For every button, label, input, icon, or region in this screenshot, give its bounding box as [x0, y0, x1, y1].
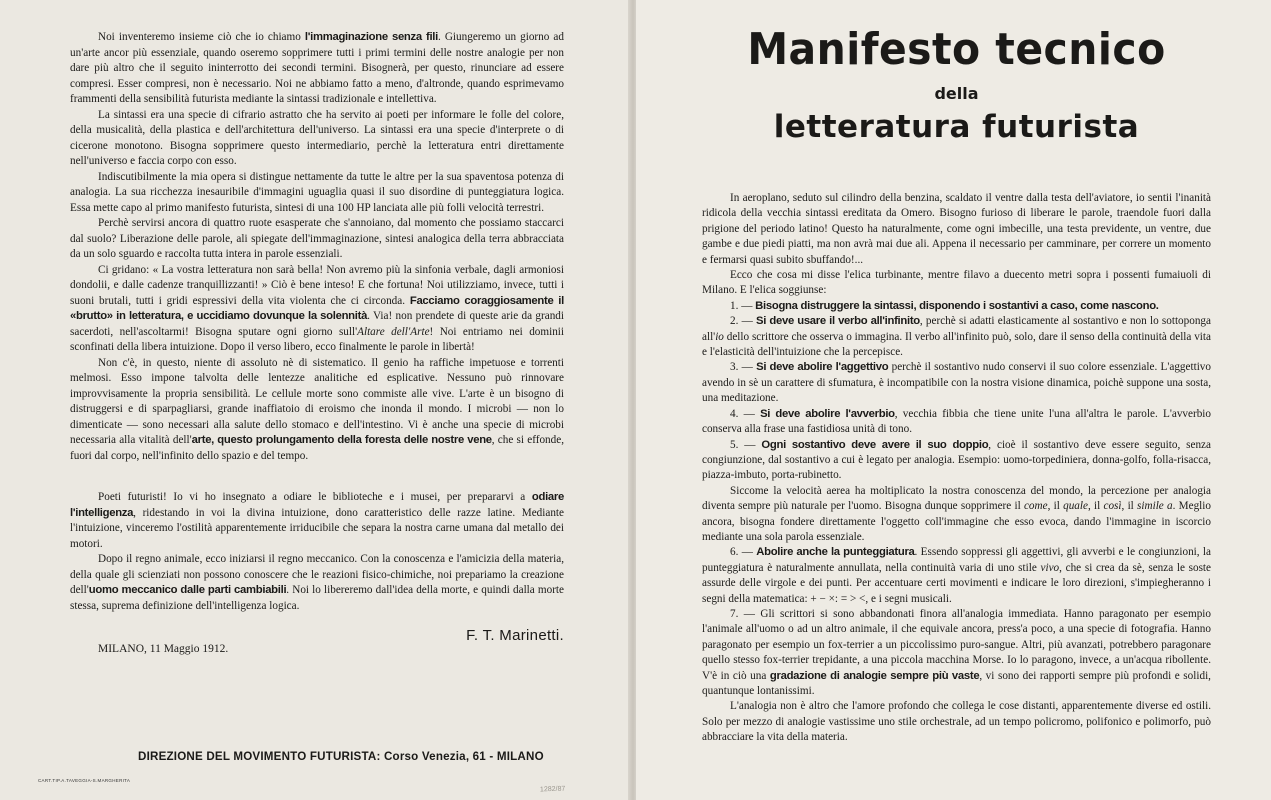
- text: , il: [1047, 500, 1064, 513]
- text: . Giungeremo un giorno ad un'arte ancor più essenziale, quando oseremo sopprimere tutti i primi termini delle nostre analogie per non dare più altro che il seguito ininterrotto dei secondi termini. Bisognerà, per questo, rinunciare ad essere compresi. Esser compresi, non è necessario. Noi ne abbiamo fatto a meno, d'altronde, quando esprimevamo frammenti della sensibilità futurista mediante la sintassi tradizionale e intellettiva.: [70, 31, 564, 105]
- emphasis: uomo meccanico dalle parti cambiabili: [88, 584, 287, 596]
- text: , che si crea da sè, senza le soste assurde delle virgole e dei punti. Per accentuare certi movimenti e indicare le loro direzioni, s'impiegheranno i segni della matematica: + − ×: = > <, e i segni musicali.: [702, 561, 1212, 605]
- text: , che si effonde, fuori dal corpo, nell'infinito dello spazio e del tempo.: [70, 434, 565, 462]
- text: , il: [1087, 500, 1104, 513]
- paragraph-2: La sintassi era una specie di cifrario astratto che ha servito ai poeti per informare le folle del colore, della musicalità, della plastica e dell'architettura dell'universo. La sintassi era una specie d'interprete o di cicerone monotono. Bisogna sopprimere questo intermediario, perchè la letteratura entri direttamente nell'universo e faccia corpo con esso.: [70, 108, 564, 167]
- rule-number: 1. —: [730, 299, 756, 312]
- emphasis: Ogni sostantivo deve avere il suo doppio: [761, 438, 989, 451]
- printer-credit: CART.TIP.A.TAVEGGIA-S.MARGHERITA: [38, 778, 131, 783]
- right-page: [636, 0, 1271, 800]
- paragraph-6: [70, 356, 564, 465]
- emphasis: Facciamo coraggiosamente il «brutto» in letteratura, e uccidiamo dovunque la solennità: [70, 294, 564, 322]
- emphasis: Si deve abolire l'aggettivo: [756, 361, 889, 374]
- text: Poeti futuristi! Io vi ho insegnato a odiare le biblioteche e i musei, per prepararvi a: [98, 491, 532, 503]
- emphasis: arte, questo prolungamento della foresta delle nostre vene: [191, 434, 492, 446]
- text: , il: [1121, 500, 1138, 513]
- text: Ci gridano: « La vostra letteratura non sarà bella! Non avremo più la sinfonia verbale, dagli armoniosi dondolii, e dalle cadenze tranquillizzanti! » Ciò è bene inteso! E che fortuna! Noi utilizziamo, invece, tutti i suoni brutali, tutti i gridi espressivi della vita violenta che ci circonda.: [70, 263, 564, 307]
- emphasis: gradazione di analogie sempre più vaste: [769, 669, 980, 682]
- text: Dopo il regno animale, ecco iniziarsi il regno meccanico. Con la conoscenza e l'amicizia della materia, della quale gli scienziati non possono conoscere che le reazioni fisico-chimiche, noi prepariamo la creazione dell': [70, 553, 564, 596]
- emphasis: Si deve usare il verbo all'infinito: [756, 315, 920, 328]
- rule-1: [702, 299, 1211, 314]
- paragraph-7: [70, 490, 564, 552]
- signature: F. T. Marinetti.: [466, 627, 564, 644]
- text: , perchè si adatti elasticamente al sostantivo e non lo sottoponga all': [702, 315, 1211, 343]
- text: , vi sono dei rapporti sempre più profondi e solidi, quantunque lontanissimi.: [702, 669, 1211, 697]
- rule-number: 4. —: [730, 407, 761, 420]
- emphasis: odiare l'intelligenza: [70, 491, 564, 519]
- rule-number: 3. —: [730, 361, 757, 374]
- italic-text: io: [715, 330, 724, 343]
- text: dello scrittore che osserva o immagina. Il verbo all'infinito può, solo, dare il senso della continuità della vita e l'elasticità dell'intuizione che la percepisce.: [702, 330, 1211, 359]
- right-body: [702, 191, 1211, 746]
- emphasis: Abolire anche la punteggiatura: [756, 546, 915, 559]
- paragraph-3: [702, 484, 1211, 546]
- paragraph-3: Indiscutibilmente la mia opera si distingue nettamente da tutte le altre per la sua spaventosa potenza di analogia. La sua ricchezza inesauribile d'immagini uguaglia quasi il suo disordine di punteggiatura logica. Essa mette capo al primo manifesto futurista, sintesi di una 100 HP lanciata alle più folli velocità terrestri.: [70, 170, 564, 214]
- rule-number: 5. —: [730, 438, 762, 451]
- text: . Noi lo libereremo dall'idea della morte, e quindi dalla morte stessa, suprema definizione dell'intelligenza logica.: [70, 584, 564, 612]
- movement-direction: DIREZIONE DEL MOVIMENTO FUTURISTA: Corso Venezia, 61 - MILANO: [138, 750, 544, 763]
- italic-text: Altare dell'Arte: [357, 325, 430, 338]
- text: . Meglio ancora, bisogna fondere direttamente l'oggetto coll'immagine che esso evoca, dando l'immagine in iscorcio mediante una sola parola essenziale.: [702, 500, 1211, 543]
- emphasis: Bisogna distruggere la sintassi, disponendo i sostantivi a caso, come nascono.: [755, 299, 1159, 312]
- text: . Via! non prendete di queste arie da grandi sacerdoti, nell'ascoltarmi! Bisogna sputare ogni giorno sull': [70, 310, 564, 338]
- rule-number: 6. —: [730, 546, 757, 559]
- text: , vecchia fibbia che tiene unite l'una all'altra le parole. L'avverbio conserva alla frase una fastidiosa unità di tono.: [702, 407, 1211, 436]
- rule-3: [702, 360, 1211, 406]
- text: . Essendo soppressi gli aggettivi, gli avverbi e le congiunzioni, la punteggiatura è naturalmente annullata, nella continuità varia di uno stile: [702, 546, 1211, 574]
- text: Siccome la velocità aerea ha moltiplicato la nostra conoscenza del mondo, la percezione per analogia diventa sempre più naturale per l'uomo. Bisogna dunque sopprimere il: [702, 484, 1211, 513]
- text: 7. — Gli scrittori si sono abbandonati finora all'analogia immediata. Hanno paragonato per esempio l'animale all'uomo o ad un altro animale, il che equivale ancora, press'a poco, a una specie di fotografia. Hanno paragonato per esempio un fox-terrier a un piccolissimo puro-sangue. Altri, più avanzati, potrebbero paragonare quello stesso fox-terrier trepidante, a una piccola macchina Morse. Io lo paragono, invece, a un'acqua ribollente. V'è in ciò una: [702, 607, 1211, 682]
- emphasis: Si deve abolire l'avverbio: [760, 407, 895, 420]
- left-page: [0, 0, 630, 800]
- rule-7: [702, 607, 1211, 699]
- italic-text: vivo: [1040, 561, 1060, 574]
- text: , ridestando in voi la divina intuizione, dono caratteristico delle razze latine. Mediante l'intuizione, vinceremo l'ostilità apparentemente irriducibile che separa la nostra carne umana dal metallo dei motori.: [70, 506, 564, 550]
- rule-6: [702, 545, 1211, 607]
- text: perchè il sostantivo nudo conservi il suo colore essenziale. L'aggettivo avendo in sè un carattere di sfumatura, è incompatibile con la nostra visione dinamica, poichè suppone una sosta, una meditazione.: [702, 361, 1211, 405]
- text: ! Noi entriamo nei dominii sconfinati della libera intuizione. Dopo il verso libero, ecco finalmente le parole in libertà!: [70, 325, 565, 353]
- paragraph-2: Ecco che cosa mi disse l'elica turbinante, mentre filavo a duecento metri sopra i possenti fumaiuoli di Milano. E l'elica soggiunse:: [702, 269, 1211, 297]
- italic-text: così: [1103, 500, 1122, 513]
- paragraph-8: [70, 552, 564, 614]
- manifesto-subtitle: letteratura futurista: [773, 109, 1140, 145]
- rule-2: [702, 314, 1211, 360]
- paragraph-5: [70, 263, 564, 356]
- text: Noi inventeremo insieme ciò che io chiamo: [98, 31, 305, 43]
- rule-4: [702, 407, 1211, 438]
- emphasis: l'immaginazione senza fili: [304, 31, 438, 43]
- italic-text: come: [1023, 500, 1048, 513]
- paragraph-4: Perchè servirsi ancora di quattro ruote esasperate che s'annoiano, dal momento che possiamo staccarci dal suolo? Liberazione delle parole, ali spiegate dell'immaginazione, sintesi analogica della terra abbracciata da un solo sguardo e raccolta tutta intera in parole essenziali.: [70, 217, 564, 260]
- italic-text: simile a: [1137, 500, 1173, 513]
- paragraph-4: L'analogia non è altro che l'amore profondo che collega le cose distanti, apparentemente diverse ed ostili. Solo per mezzo di analogie vastissime uno stile orchestrale, ad un tempo policromo, polifonico e polimorfo, può abbracciare la vita della materia.: [702, 700, 1211, 744]
- rule-number: 2. —: [730, 315, 757, 328]
- text: , cioè il sostantivo deve essere seguito, senza congiunzione, dal sostantivo a cui è legato per analogia. Esempio: uomo-torpediniera, donna-golfo, folla-risacca, piazza-imbuto, porta-rubinetto.: [702, 438, 1211, 482]
- rule-5: [702, 438, 1211, 484]
- spacer: [70, 464, 564, 490]
- title-della: della: [934, 84, 979, 103]
- italic-text: quale: [1063, 500, 1088, 513]
- paragraph-1: In aeroplano, seduto sul cilindro della benzina, scaldato il ventre dalla testa dell'aviatore, io sentii l'inanità ridicola della vecchia sintassi ereditata da Omero. Bisogno furioso di liberare le parole, traendole fuori dalla prigione del periodo latino! Questo ha naturalmente, come ogni imbecille, una testa previdente, un ventre, due gambe e due piedi piatti, ma non avrà mai due ali. Appena il necessario per camminare, per correre un momento e fermarsi quasi subito sbuffando!...: [702, 192, 1211, 266]
- paragraph-1: [70, 30, 564, 108]
- text: Non c'è, in questo, niente di assoluto nè di sistematico. Il genio ha raffiche impetuose e torrenti melmosi. Esso impone talvolta delle lentezze analitiche ed esplicative. Nessuno può rinnovare improvvisamente la propria sensibilità. Le cellule morte sono commiste alle vive. L'arte è un bisogno di distruggersi e di sparpagliarsi, grande inaffiatoio di eroismo che inonda il mondo. I microbi — non lo dimenticate — sono necessari alla salute dello stomaco e dell'intestino. Vi è anche una specie di microbi necessaria alla vitalità dell': [70, 356, 564, 446]
- manifesto-title: Manifesto tecnico: [747, 24, 1166, 75]
- pencil-mark: 1282/87: [539, 785, 566, 794]
- place-date: MILANO, 11 Maggio 1912.: [98, 642, 229, 655]
